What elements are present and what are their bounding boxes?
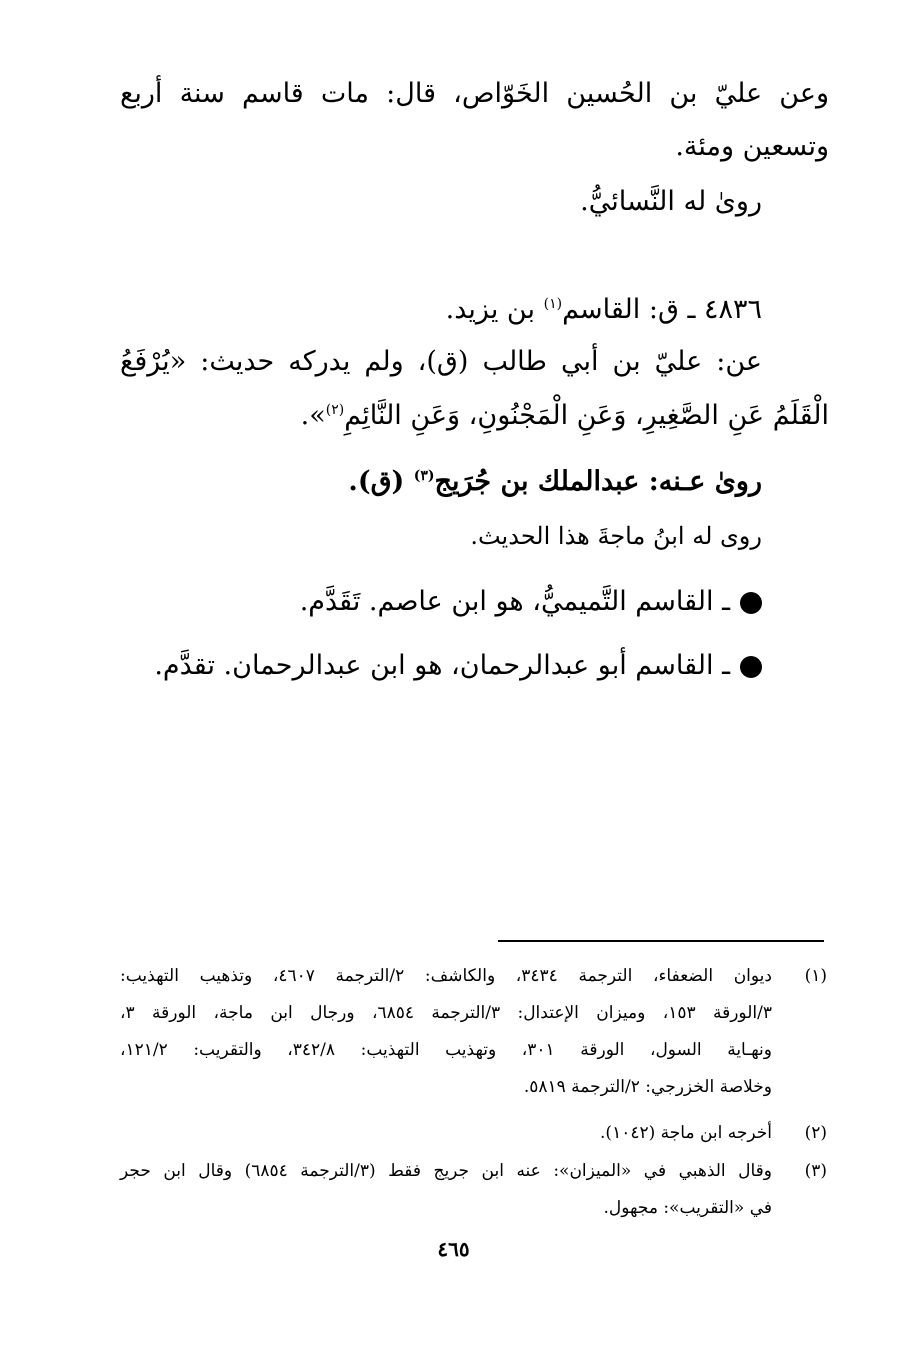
footnote-3: [120, 1157, 827, 1185]
footnote-ref-1: (١): [543, 296, 563, 312]
rawa-hadith-line: روى له ابنُ ماجةَ هذا الحديث.: [470, 522, 762, 550]
footnote-text: ونهـاية السول، الورقة ٣٠١، وتهذيب التهذيب: ٣٤٢/٨، والتقريب: ١٢١/٢،: [120, 1040, 772, 1060]
rawa-anhu-text: روىٰ عـنه: عبدالملك بن جُرَيج: [434, 466, 762, 497]
footnote-text: ٣/الورقة ١٥٣، وميزان الإعتدال: ٣/الترجمة ٦٨٥٤، ورجال ابن ماجة، الورقة ٣،: [120, 1003, 772, 1023]
an-line-2: [120, 396, 829, 436]
footnote-divider: [498, 940, 824, 942]
footnote-number: (٢): [804, 1123, 827, 1143]
footnote-1-line-4: [120, 1073, 827, 1101]
an-line-2-suffix: ».: [300, 400, 326, 431]
page-number: ٤٦٥: [437, 1237, 470, 1261]
body-line-2: وتسعين ومئة.: [675, 131, 829, 162]
footnote-3-line-2: [120, 1194, 827, 1222]
footnote-text: وقال الذهبي في «الميزان»: عنه ابن جريج فقط (٣/الترجمة ٦٨٥٤) وقال ابن حجر: [120, 1161, 773, 1181]
bullet-item-2-text: ـ القاسم أبو عبدالرحمان، هو ابن عبدالرحمان. تقدَّم.: [154, 650, 730, 681]
entry-heading-prefix: ٤٨٣٦ ـ ق: القاسم: [562, 294, 762, 325]
entry-heading: [120, 290, 762, 330]
footnote-text: أخرجه ابن ماجة (١٠٤٢).: [600, 1123, 772, 1143]
footnote-1-line-2: [120, 999, 827, 1027]
bullet-item-1-text: ـ القاسم التَّميميُّ، هو ابن عاصم. تَقَدَّم.: [299, 586, 730, 617]
body-line-1: وعن عليّ بن الحُسين الخَوّاص، قال: مات قاسم سنة أربع: [120, 78, 829, 109]
bullet-item-1: [120, 582, 762, 622]
footnote-ref-3: (٣): [413, 468, 435, 484]
footnote-number: (٣): [804, 1161, 827, 1181]
footnote-2: [120, 1119, 827, 1147]
footnote-text: في «التقريب»: مجهول.: [603, 1198, 772, 1218]
rawa-anhu-suffix: (ق).: [348, 466, 405, 497]
rawa-nasai-line: روىٰ له النَّسائيُّ.: [580, 186, 762, 217]
footnote-1-line-3: [120, 1036, 827, 1064]
rawa-anhu-line: [120, 462, 762, 502]
footnote-1: [120, 962, 827, 990]
entry-heading-suffix: بن يزيد.: [445, 294, 535, 325]
footnote-ref-2: (٢): [325, 402, 345, 418]
an-line-1: عن: عليّ بن أبي طالب (ق)، ولم يدركه حديث: «يُرْفَعُ: [120, 346, 762, 377]
bullet-item-2: [120, 646, 762, 686]
footnote-text: وخلاصة الخزرجي: ٢/الترجمة ٥٨١٩.: [523, 1077, 772, 1097]
footnote-number: (١): [804, 966, 827, 986]
bullet-icon: [740, 592, 762, 614]
an-line-2-text: الْقَلَمُ عَنِ الصَّغِيرِ، وَعَنِ الْمَجْنُونِ، وَعَنِ النَّائِمِ: [344, 400, 829, 431]
bullet-icon: [740, 656, 762, 678]
footnote-text: ديوان الضعفاء، الترجمة ٣٤٣٤، والكاشف: ٢/الترجمة ٤٦٠٧، وتذهيب التهذيب:: [120, 966, 772, 986]
